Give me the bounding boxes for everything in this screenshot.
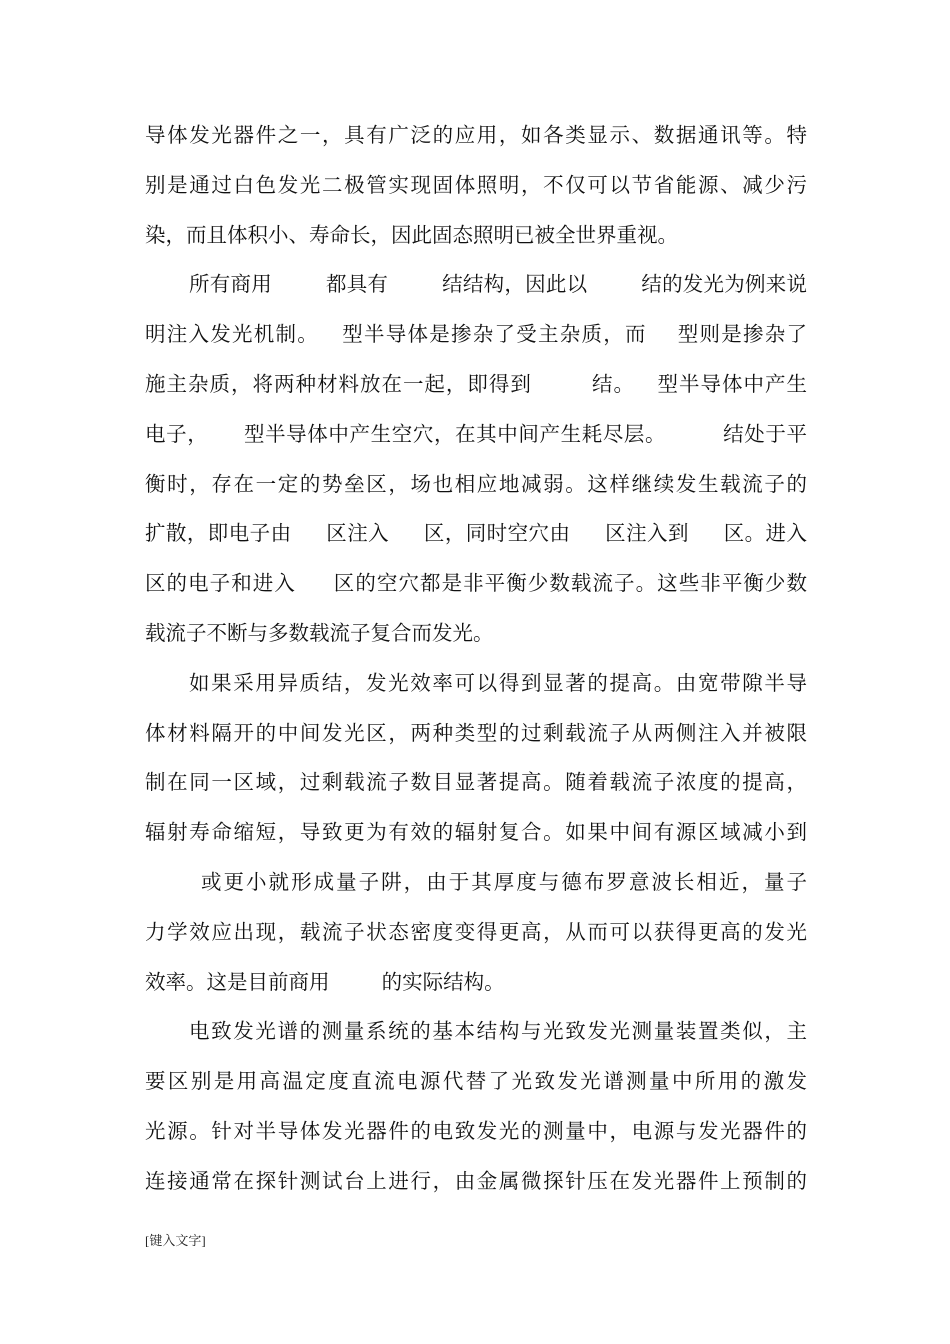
text-line: 导体发光器件之一，具有广泛的应用，如各类显示、数据通讯等。特 [145,123,807,147]
page-footer: [键入文字] [145,1233,206,1248]
text-line: 体材料隔开的中间发光区，两种类型的过剩载流子从两侧注入并被限 [145,720,807,745]
text-line: 制在同一区域，过剩载流子数目显著提高。随着载流子浓度的提高， [145,770,807,795]
text-line: 区的电子和进入 区的空穴都是非平衡少数载流子。这些非平衡少数 [145,571,807,596]
text-line: 别是通过白色发光二极管实现固体照明，不仅可以节省能源、减少污 [145,172,807,197]
text-line: 光源。针对半导体发光器件的电致发光的测量中，电源与发光器件的 [145,1118,807,1143]
text-line: 力学效应出现，载流子状态密度变得更高，从而可以获得更高的发光 [145,919,807,944]
text-line: 施主杂质，将两种材料放在一起，即得到 结。 型半导体中产生 [145,371,807,396]
text-line: 染，而且体积小、寿命长，因此固态照明已被全世界重视。 [145,222,678,247]
text-line: 辐射寿命缩短，导致更为有效的辐射复合。如果中间有源区域减小到 [145,820,807,845]
text-line: 电致发光谱的测量系统的基本结构与光致发光测量装置类似，主 [189,1019,807,1044]
text-line: 载流子不断与多数载流子复合而发光。 [145,620,494,645]
text-line: 连接通常在探针测试台上进行，由金属微探针压在发光器件上预制的 [145,1168,807,1193]
text-line: 明注入发光机制。 型半导体是掺杂了受主杂质，而 型则是掺杂了 [145,322,807,347]
body-text [145,117,807,1213]
text-line: 或更小就形成量子阱，由于其厚度与德布罗意波长相近，量子 [201,869,807,894]
text-line: 扩散，即电子由 区注入 区，同时空穴由 区注入到 区。进入 [145,521,807,546]
text-line: 效率。这是目前商用 的实际结构。 [145,969,505,994]
text-line: 所有商用 都具有 结结构，因此以 结的发光为例来说 [189,272,807,297]
text-line: 电子， 型半导体中产生空穴，在其中间产生耗尽层。 结处于平 [145,421,807,446]
text-line: 衡时，存在一定的势垒区，场也相应地减弱。这样继续发生载流子的 [145,471,807,496]
text-line: 要区别是用高温定度直流电源代替了光致发光谱测量中所用的激发 [145,1069,807,1094]
text-line: 如果采用异质结，发光效率可以得到显著的提高。由宽带隙半导 [189,670,807,695]
